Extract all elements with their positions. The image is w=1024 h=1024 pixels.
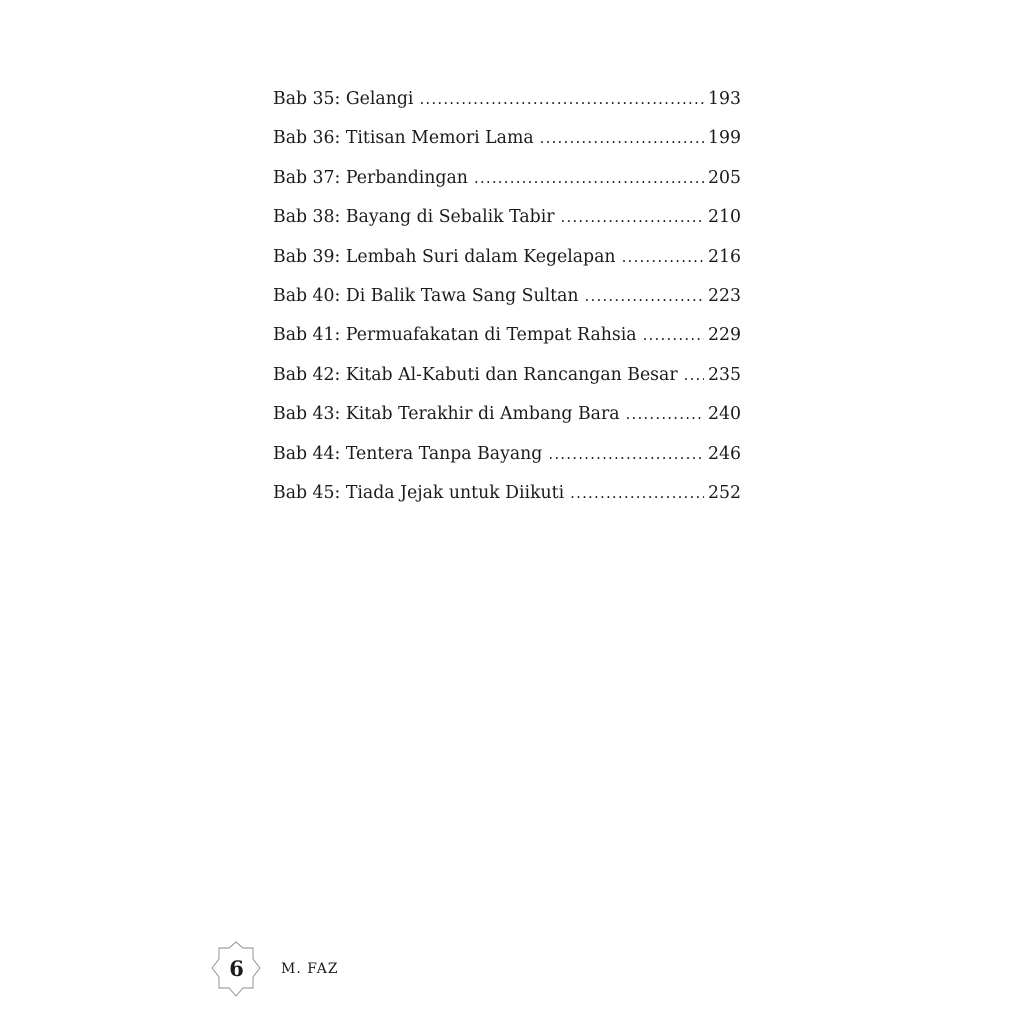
- toc-entry: [273, 244, 741, 283]
- toc-dot-leader: [540, 125, 704, 151]
- toc-dot-leader: [419, 86, 704, 112]
- toc-entry: [273, 125, 741, 164]
- toc-dot-leader: [643, 322, 704, 348]
- toc-entry-title: Bab 42: Kitab Al-Kabuti dan Rancangan Besar: [273, 364, 678, 385]
- toc-entry-page: 216: [708, 246, 741, 267]
- toc-dot-leader: [622, 244, 704, 270]
- toc-dot-leader: [548, 441, 704, 467]
- toc-entry-page: 240: [708, 404, 741, 425]
- toc-dot-leader: [561, 204, 705, 230]
- toc-entry-title: Bab 36: Titisan Memori Lama: [273, 128, 534, 149]
- toc-entry-page: 193: [708, 89, 741, 109]
- toc-entry: [273, 204, 741, 243]
- toc-entry-title: Bab 39: Lembah Suri dalam Kegelapan: [273, 246, 616, 267]
- toc-entry: [273, 362, 741, 401]
- toc-entry-title: Bab 44: Tentera Tanpa Bayang: [273, 443, 543, 464]
- author-name: M. FAZ: [281, 961, 339, 977]
- toc-dot-leader: [474, 165, 704, 191]
- toc-dot-leader: [585, 283, 704, 309]
- toc-entry-title: Bab 41: Permuafakatan di Tempat Rahsia: [273, 325, 637, 346]
- toc-entry-page: 205: [708, 167, 741, 188]
- toc-entry: [273, 165, 741, 204]
- table-of-contents: [273, 86, 741, 519]
- toc-entry-title: Bab 45: Tiada Jejak untuk Diikuti: [273, 482, 565, 503]
- page-number: 6: [229, 956, 244, 981]
- toc-entry-title: Bab 43: Kitab Terakhir di Ambang Bara: [273, 404, 620, 425]
- toc-dot-leader: [684, 362, 704, 388]
- toc-entry: [273, 441, 741, 480]
- toc-dot-leader: [626, 401, 704, 427]
- toc-entry-page: 199: [708, 128, 741, 149]
- toc-entry-page: 235: [708, 364, 741, 385]
- toc-entry-page: 246: [708, 443, 741, 464]
- toc-entry-title: Bab 37: Perbandingan: [273, 167, 468, 188]
- toc-entry-page: 252: [708, 482, 741, 503]
- toc-entry-page: 210: [708, 207, 741, 228]
- toc-entry: [273, 86, 741, 125]
- toc-entry-page: 229: [708, 325, 741, 346]
- toc-entry: [273, 401, 741, 440]
- toc-entry: [273, 283, 741, 322]
- toc-dot-leader: [570, 480, 704, 506]
- toc-entry-page: 223: [708, 285, 741, 306]
- page-number-badge: [210, 940, 266, 1000]
- page-footer: [210, 940, 390, 1000]
- toc-entry-title: Bab 38: Bayang di Sebalik Tabir: [273, 207, 555, 228]
- toc-entry-title: Bab 35: Gelangi: [273, 89, 414, 109]
- toc-entry: [273, 480, 741, 519]
- toc-entry-title: Bab 40: Di Balik Tawa Sang Sultan: [273, 285, 579, 306]
- toc-entry: [273, 322, 741, 361]
